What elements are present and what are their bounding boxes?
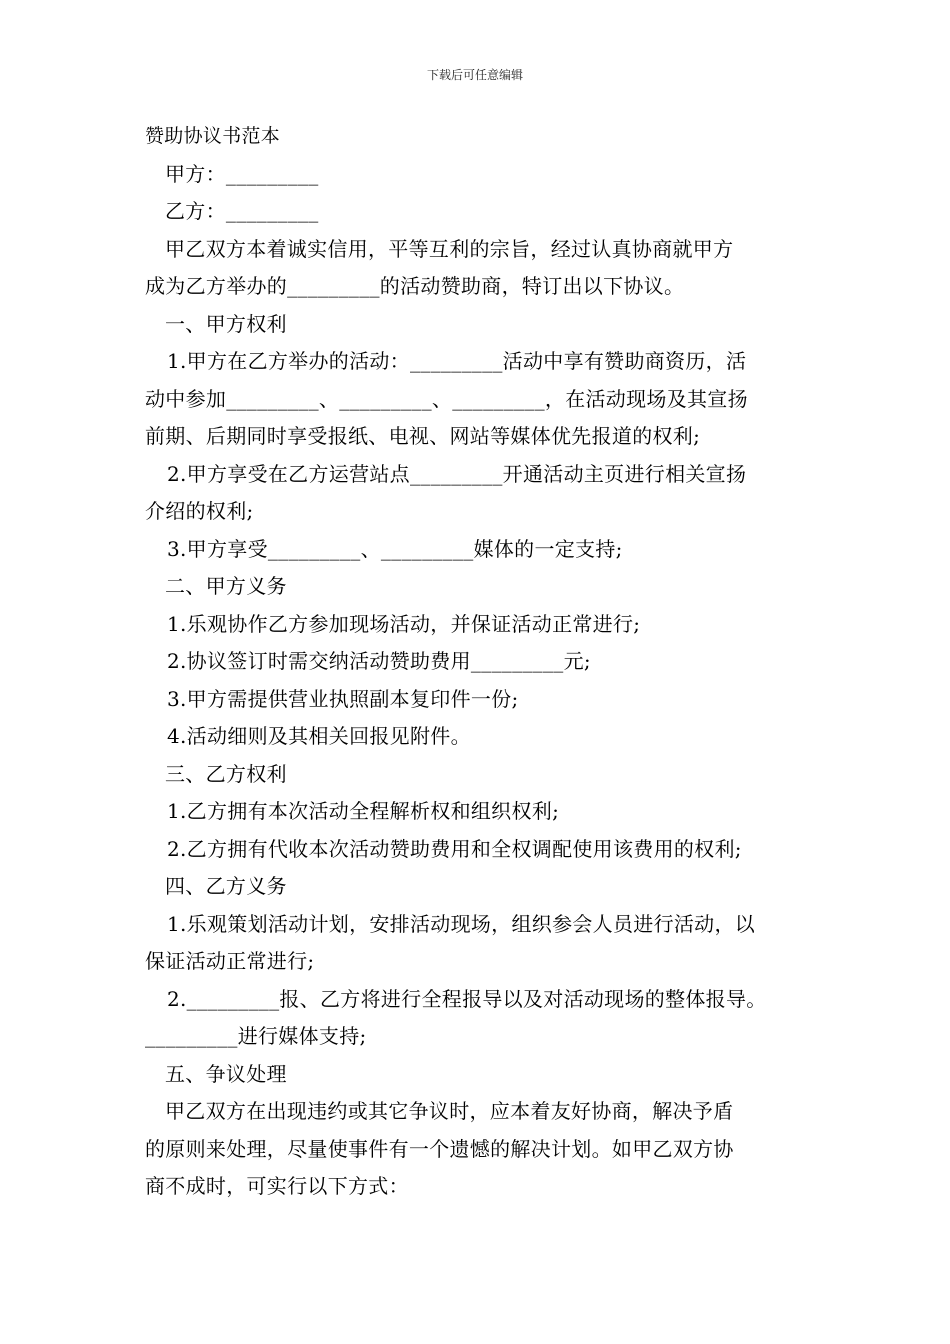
document-line: 2._________报、乙方将进行全程报导以及对活动现场的整体报导。 bbox=[167, 986, 767, 1011]
document-line: 成为乙方举办的_________的活动赞助商，特订出以下协议。 bbox=[145, 274, 685, 298]
document-line: 3.甲方享受_________、_________媒体的一定支持; bbox=[167, 536, 623, 561]
document-line: 动中参加_________、_________、_________，在活动现场及其宣扬 bbox=[145, 386, 748, 411]
document-line: 1.乐观策划活动计划，安排活动现场，组织参会人员进行活动，以 bbox=[167, 911, 756, 936]
document-line: 一、甲方权利 bbox=[165, 311, 287, 336]
document-line: 二、甲方义务 bbox=[165, 574, 287, 598]
document-line: 3.甲方需提供营业执照副本复印件一份; bbox=[167, 686, 519, 711]
document-line: 甲乙双方本着诚实信用，平等互利的宗旨，经过认真协商就甲方 bbox=[165, 236, 734, 261]
document-line: 保证活动正常进行; bbox=[145, 949, 315, 973]
document-line: 甲乙双方在出现违约或其它争议时，应本着友好协商，解决予盾 bbox=[165, 1099, 734, 1123]
document-line: 三、乙方权利 bbox=[165, 761, 287, 786]
document-line: 2.甲方享受在乙方运营站点_________开通活动主页进行相关宣扬 bbox=[167, 461, 747, 486]
page-header: 下载后可任意编辑 bbox=[426, 68, 523, 82]
document-line: 2.协议签订时需交纳活动赞助费用_________元; bbox=[167, 649, 591, 673]
document-line: 商不成时，可实行以下方式： bbox=[145, 1174, 409, 1198]
document-line: 乙方：_________ bbox=[165, 199, 319, 223]
document-line: 四、乙方义务 bbox=[165, 874, 287, 898]
document-line: 1.乙方拥有本次活动全程解析权和组织权利; bbox=[167, 799, 560, 823]
document-body bbox=[145, 118, 815, 1206]
document-line: 1.甲方在乙方举办的活动：_________活动中享有赞助商资历，活 bbox=[167, 349, 747, 373]
document-line: 五、争议处理 bbox=[165, 1061, 287, 1086]
document-line: 4.活动细则及其相关回报见附件。 bbox=[167, 724, 471, 748]
document-line: 甲方：_________ bbox=[165, 161, 319, 186]
document-title: 赞助协议书范本 bbox=[145, 125, 281, 147]
document-line: 前期、后期同时享受报纸、电视、网站等媒体优先报道的权利; bbox=[145, 424, 701, 448]
document-line: 2.乙方拥有代收本次活动赞助费用和全权调配使用该费用的权利; bbox=[167, 836, 742, 861]
document-line: 的原则来处理，尽量使事件有一个遗憾的解决计划。如甲乙双方协 bbox=[145, 1136, 734, 1161]
document-line: 1.乐观协作乙方参加现场活动，并保证活动正常进行; bbox=[167, 611, 641, 636]
document-line: _________进行媒体支持; bbox=[145, 1024, 367, 1048]
document-line: 介绍的权利; bbox=[145, 499, 254, 523]
